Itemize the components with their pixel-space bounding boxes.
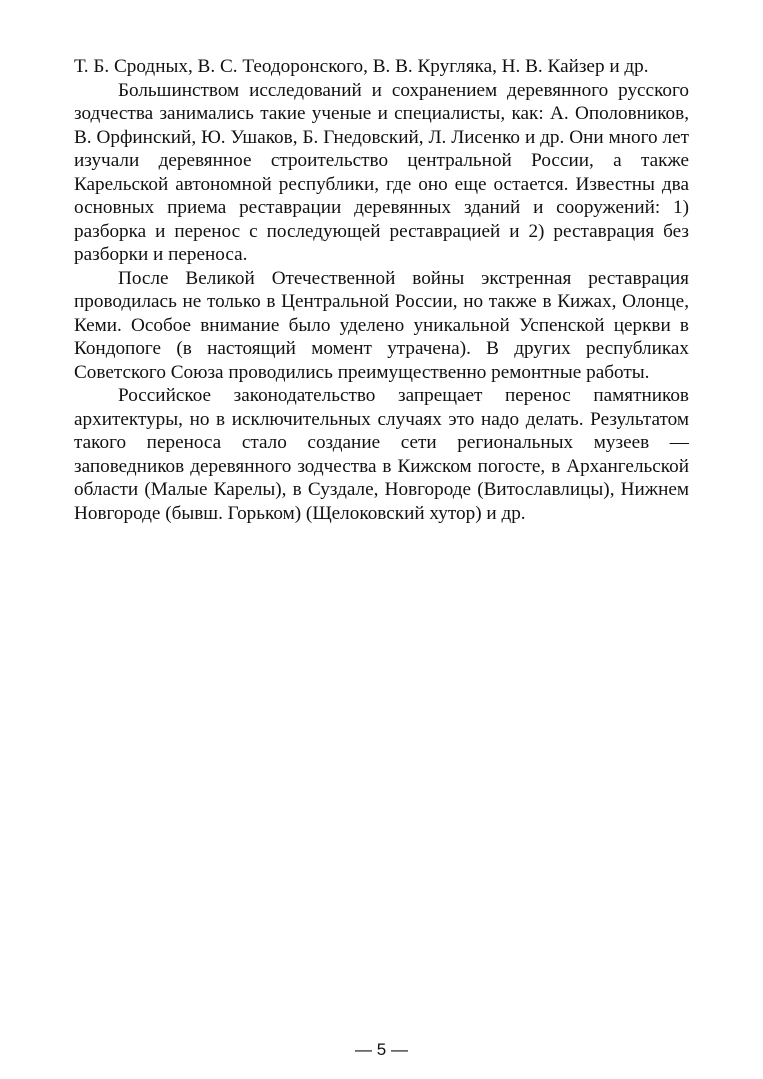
body-text (74, 55, 689, 525)
paragraph-legislation: Российское законодательство запрещает перенос памятников архитектуры, но в исключительных случаях это надо делать. Результатом такого переноса стало создание сети региональных музеев — заповедников деревянного зодчества в Кижском погосте, в Архангельской области (Малые Карелы), в Суздале, Новгороде (Витославлицы), Нижнем Новгороде (бывш. Горьком) (Щелоковский хутор) и др. (74, 385, 689, 524)
page-number: — 5 — (355, 1040, 408, 1059)
paragraph-researchers: Большинством исследований и сохранением деревянного русского зодчества занимались такие ученые и специалисты, как: А. Ополовников, В. Орфинский, Ю. Ушаков, Б. Гнедовский, Л. Лисенко и др. Они много лет изучали деревянное строительство центральной России, а также Карельской автономной республики, где оно еще остается. Известны два основных приема реставрации деревянных зданий и сооружений: 1) разборка и перенос с последующей реставрацией и 2) реставрация без разборки и переноса. (74, 79, 689, 265)
paragraph-authors-continued: Т. Б. Сродных, В. С. Теодоронского, В. В. Кругляка, Н. В. Кайзер и др. (74, 56, 649, 77)
paragraph-post-war-restoration: После Великой Отечественной войны экстренная реставрация проводилась не только в Центральной России, но также в Кижах, Олонце, Кеми. Особое внимание было уделено уникальной Успенской церкви в Кондопоге (в настоящий момент утрачена). В других республиках Советского Союза проводились преимущественно ремонтные работы. (74, 267, 689, 383)
